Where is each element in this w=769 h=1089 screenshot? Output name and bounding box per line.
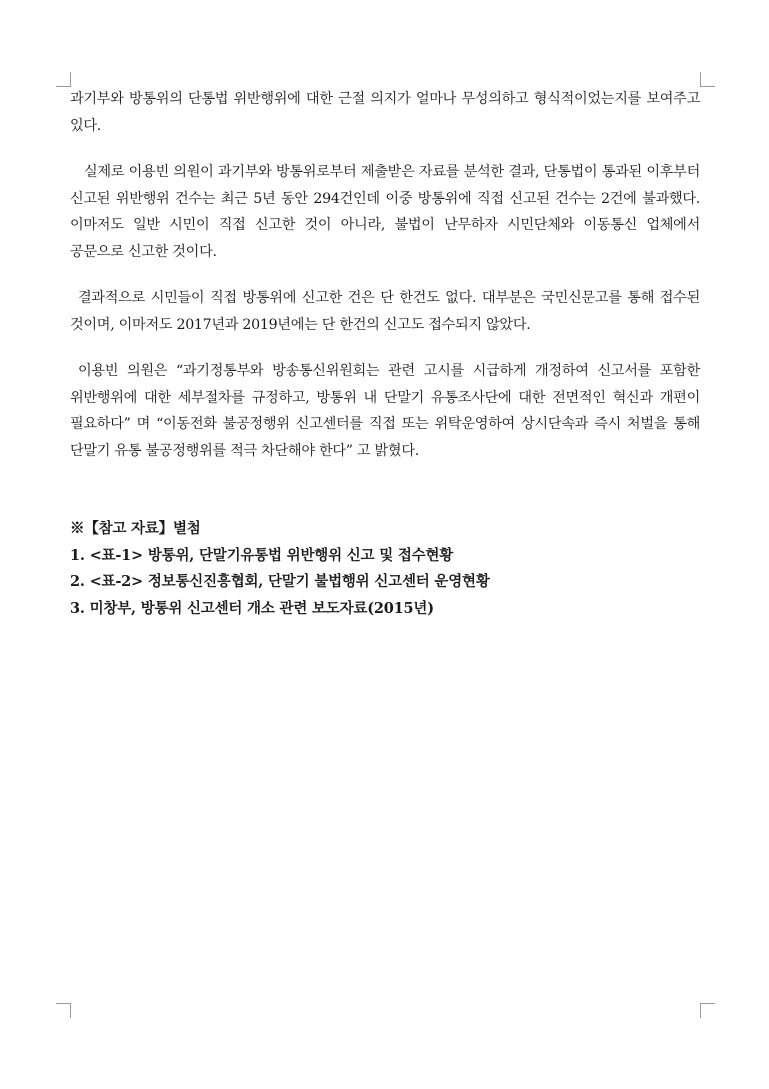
document-body — [70, 86, 700, 622]
body-paragraph-4: 이용빈 의원은 “과기정통부와 방송통신위원회는 관련 고시를 시급하게 개정하여 신고서를 포함한 위반행위에 대한 세부절차를 규정하고, 방통위 내 단말기 유통조사단에 대한 전면적인 혁신과 개편이 필요하다” 며 “이동전화 불공정행위 신고센터를 직접 또는 위탁운영하여 상시단속과 즉시 처벌을 통해 단말기 유통 불공정행위를 적극 차단해야 한다” 고 밝혔다. — [70, 363, 700, 459]
body-paragraph-1: 과기부와 방통위의 단통법 위반행위에 대한 근절 의지가 얼마나 무성의하고 형식적이었는지를 보여주고 있다. — [70, 91, 700, 134]
reference-materials — [70, 516, 700, 622]
body-paragraph-3: 결과적으로 시민들이 직접 방통위에 신고한 건은 단 한건도 없다. 대부분은 국민신문고를 통해 접수된 것이며, 이마저도 2017년과 2019년에는 단 한건의 신고도 접수되지 않았다. — [70, 290, 700, 333]
crop-mark-top-right — [700, 72, 715, 87]
reference-item-3: 3. 미창부, 방통위 신고센터 개소 관련 보도자료(2015년) — [70, 599, 434, 617]
body-paragraph-2: 실제로 이용빈 의원이 과기부와 방통위로부터 제출받은 자료를 분석한 결과, 단통법이 통과된 이후부터 신고된 위반행위 건수는 최근 5년 동안 294건인데 이중 방통위에 직접 신고된 건수는 2건에 불과했다. 이마저도 일반 시민이 직접 신고한 것이 아니라, 불법이 난무하자 시민단체와 이동통신 업체에서 공문으로 신고한 것이다. — [70, 164, 700, 260]
reference-item-1: 1. <표-1> 방통위, 단말기유통법 위반행위 신고 및 접수현황 — [70, 546, 454, 564]
crop-mark-bottom-right — [700, 1003, 715, 1018]
reference-item-2: 2. <표-2> 정보통신진흥협회, 단말기 불법행위 신고센터 운영현황 — [70, 573, 490, 590]
reference-title: ※【참고 자료】별첨 — [70, 520, 201, 537]
crop-mark-top-left — [56, 72, 71, 87]
crop-mark-bottom-left — [56, 1003, 71, 1018]
